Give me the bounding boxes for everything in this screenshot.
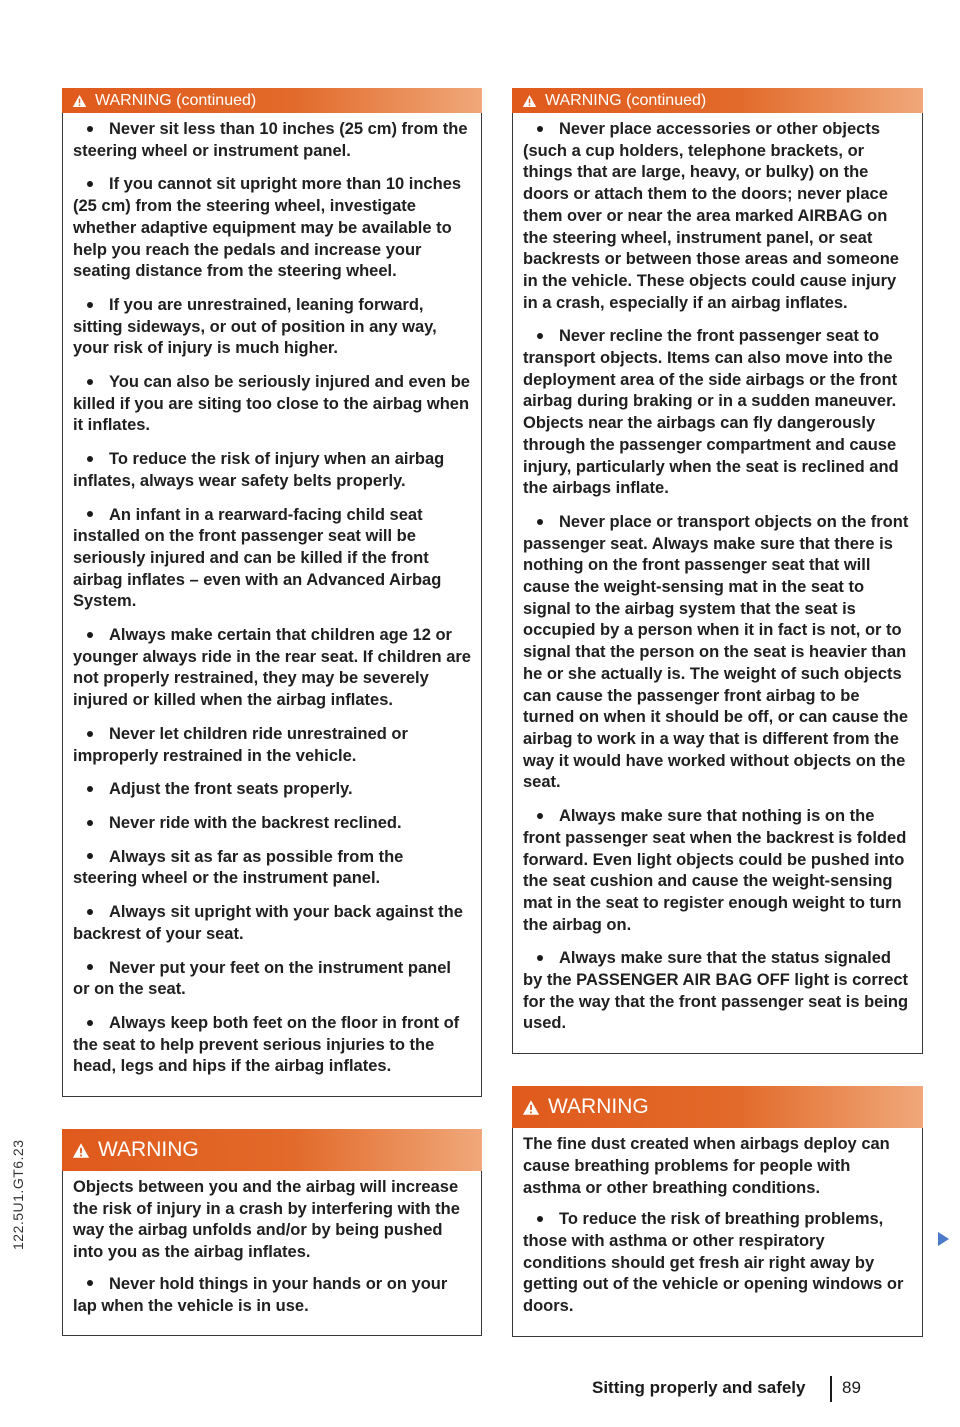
bullet-item	[73, 847, 471, 890]
document-code: 122.5U1.GT6.23	[10, 1139, 26, 1250]
bullet-text: Never sit less than 10 inches (25 cm) from the steering wheel or instrument panel.	[73, 120, 468, 160]
bullet-item	[73, 295, 471, 360]
section-title: Sitting properly and safely	[592, 1378, 806, 1397]
bullet-item	[73, 449, 471, 492]
bullet-text: Always keep both feet on the floor in front of the seat to help prevent serious injuries to the head, legs and hips if the airbag inflates.	[73, 1013, 460, 1076]
bullet-item	[73, 505, 471, 614]
bullet-text: Never place or transport objects on the front passenger seat. Always make sure that there is nothing on the front passenger seat that will cause the weight-sensing mat in the seat to signal to the airbag system that the seat is occupied by a person when it in fact is not, or to signal that the person on the seat is heavier than he or she actually is. The weight of such objects can cause the passenger front airbag to be turned on when it should be off, or can cause the airbag to work in a way that is different from the way it would have worked without objects on the seat.	[523, 512, 909, 792]
warning-header: WARNING (continued)	[512, 88, 923, 113]
bullet-item	[523, 119, 912, 314]
bullet-item	[73, 779, 471, 801]
bullet-icon	[537, 333, 543, 339]
bullet-text: Never let children ride unrestrained or improperly restrained in the vehicle.	[73, 724, 408, 765]
bullet-icon	[87, 820, 93, 826]
left-column	[62, 88, 482, 1368]
bullet-text: Always make certain that children age 12 or younger always ride in the rear seat. If children are not properly restrained, they may be severely injured or killed when the airbag inflates.	[73, 626, 471, 710]
bullet-icon	[87, 853, 93, 859]
bullet-item	[523, 512, 912, 794]
bullet-icon	[87, 511, 93, 517]
warning-box-continued-right	[512, 88, 923, 1054]
warning-intro: Objects between you and the airbag will increase the risk of injury in a crash by interfering with the way the airbag unfolds and/or by being pushed into you as the airbag inflates.	[73, 1178, 460, 1262]
bullet-text: Always make sure that the status signaled by the PASSENGER AIR BAG OFF light is correct for the way that the front passenger seat is being used.	[523, 949, 909, 1033]
bullet-text: Always sit as far as possible from the steering wheel or the instrument panel.	[73, 847, 404, 888]
bullet-text: An infant in a rearward-facing child seat installed on the front passenger seat will be seriously injured and can be killed if the front airbag inflates – even with an Advanced Airbag System.	[73, 505, 442, 611]
bullet-text: If you cannot sit upright more than 10 inches (25 cm) from the steering wheel, investigate whether adaptive equipment may be available to help you reach the pedals and increase your seating distance from the steering wheel.	[73, 175, 462, 281]
warning-header: WARNING	[512, 1086, 923, 1128]
bullet-icon	[537, 126, 543, 132]
bullet-icon	[537, 813, 543, 819]
warning-triangle-icon	[522, 1099, 540, 1116]
bullet-icon	[537, 1216, 543, 1222]
bullet-icon	[87, 1020, 93, 1026]
warning-body	[63, 113, 481, 1096]
bullet-icon	[87, 181, 93, 187]
bullet-text: Never hold things in your hands or on your lap when the vehicle is in use.	[73, 1274, 448, 1315]
right-column	[512, 88, 923, 1369]
bullet-item	[523, 326, 912, 500]
bullet-text: Never place accessories or other objects (such a cup holders, telephone brackets, or things that are large, heavy, or bulky) on the doors or attach them to the doors; never place them over or near the area marked AIRBAG on the steering wheel, instrument panel, or seat backrests or between those areas and someone in the vehicle. These objects could cause injury in a crash, especially if an airbag inflates.	[523, 120, 899, 312]
bullet-item	[73, 724, 471, 767]
bullet-icon	[87, 786, 93, 792]
bullet-text: Never put your feet on the instrument panel or on the seat.	[73, 958, 451, 999]
bullet-icon	[87, 456, 93, 462]
bullet-text: Never ride with the backrest reclined.	[109, 813, 402, 832]
bullet-text: Never recline the front passenger seat to transport objects. Items can also move into the deployment area of the side airbags or the front airbag during braking or in a sudden maneuver. Objects near the airbags can fly dangerously through the passenger compartment and cause injury, particularly when the seat is reclined and the airbags inflate.	[523, 327, 899, 498]
warning-triangle-icon	[522, 94, 537, 108]
bullet-item	[73, 1013, 471, 1078]
continue-arrow-icon	[938, 1232, 949, 1246]
warning-body	[513, 1128, 922, 1336]
warning-intro: The fine dust created when airbags deploy can cause breathing problems for people with asthma or other breathing conditions.	[523, 1135, 890, 1197]
warning-header: WARNING	[62, 1129, 482, 1171]
warning-triangle-icon	[72, 94, 87, 108]
warning-box-continued-left	[62, 88, 482, 1097]
bullet-icon	[87, 302, 93, 308]
bullet-item	[73, 174, 471, 283]
warning-body	[513, 113, 922, 1053]
bullet-item	[523, 948, 912, 1035]
bullet-item	[73, 958, 471, 1001]
bullet-text: Adjust the front seats properly.	[109, 780, 353, 799]
bullet-text: To reduce the risk of injury when an airbag inflates, always wear safety belts properly.	[73, 450, 445, 490]
bullet-text: If you are unrestrained, leaning forward, sitting sideways, or out of position in any way, your risk of injury is much higher.	[73, 295, 437, 358]
bullet-item	[523, 1209, 912, 1318]
bullet-icon	[87, 1280, 93, 1286]
warning-body	[63, 1171, 481, 1335]
page-number: 89	[842, 1378, 861, 1397]
bullet-item	[73, 813, 471, 835]
bullet-text: You can also be seriously injured and even be killed if you are siting too close to the airbag when it inflates.	[73, 373, 470, 435]
footer-divider	[830, 1376, 832, 1402]
bullet-item	[523, 806, 912, 936]
bullet-icon	[87, 126, 93, 132]
bullet-item	[73, 1274, 471, 1317]
bullet-icon	[537, 955, 543, 961]
warning-header: WARNING (continued)	[62, 88, 482, 113]
bullet-icon	[87, 379, 93, 385]
bullet-item	[73, 119, 471, 162]
bullet-item	[73, 902, 471, 945]
bullet-text: To reduce the risk of breathing problems, those with asthma or other respiratory conditions should get fresh air right away by getting out of the vehicle or opening windows or doors.	[523, 1210, 904, 1316]
warning-box-objects	[62, 1129, 482, 1336]
bullet-item	[73, 372, 471, 437]
bullet-text: Always sit upright with your back against the backrest of your seat.	[73, 903, 463, 943]
bullet-icon	[537, 519, 543, 525]
bullet-icon	[87, 632, 93, 638]
bullet-icon	[87, 731, 93, 737]
warning-box-dust	[512, 1086, 923, 1337]
bullet-icon	[87, 909, 93, 915]
bullet-icon	[87, 964, 93, 970]
warning-triangle-icon	[72, 1142, 90, 1159]
bullet-item	[73, 625, 471, 712]
bullet-text: Always make sure that nothing is on the front passenger seat when the backrest is folded forward. Even light objects could be pushed into the seat cushion and cause the weight-sensing mat in the seat to register enough weight to turn the airbag on.	[523, 807, 907, 934]
